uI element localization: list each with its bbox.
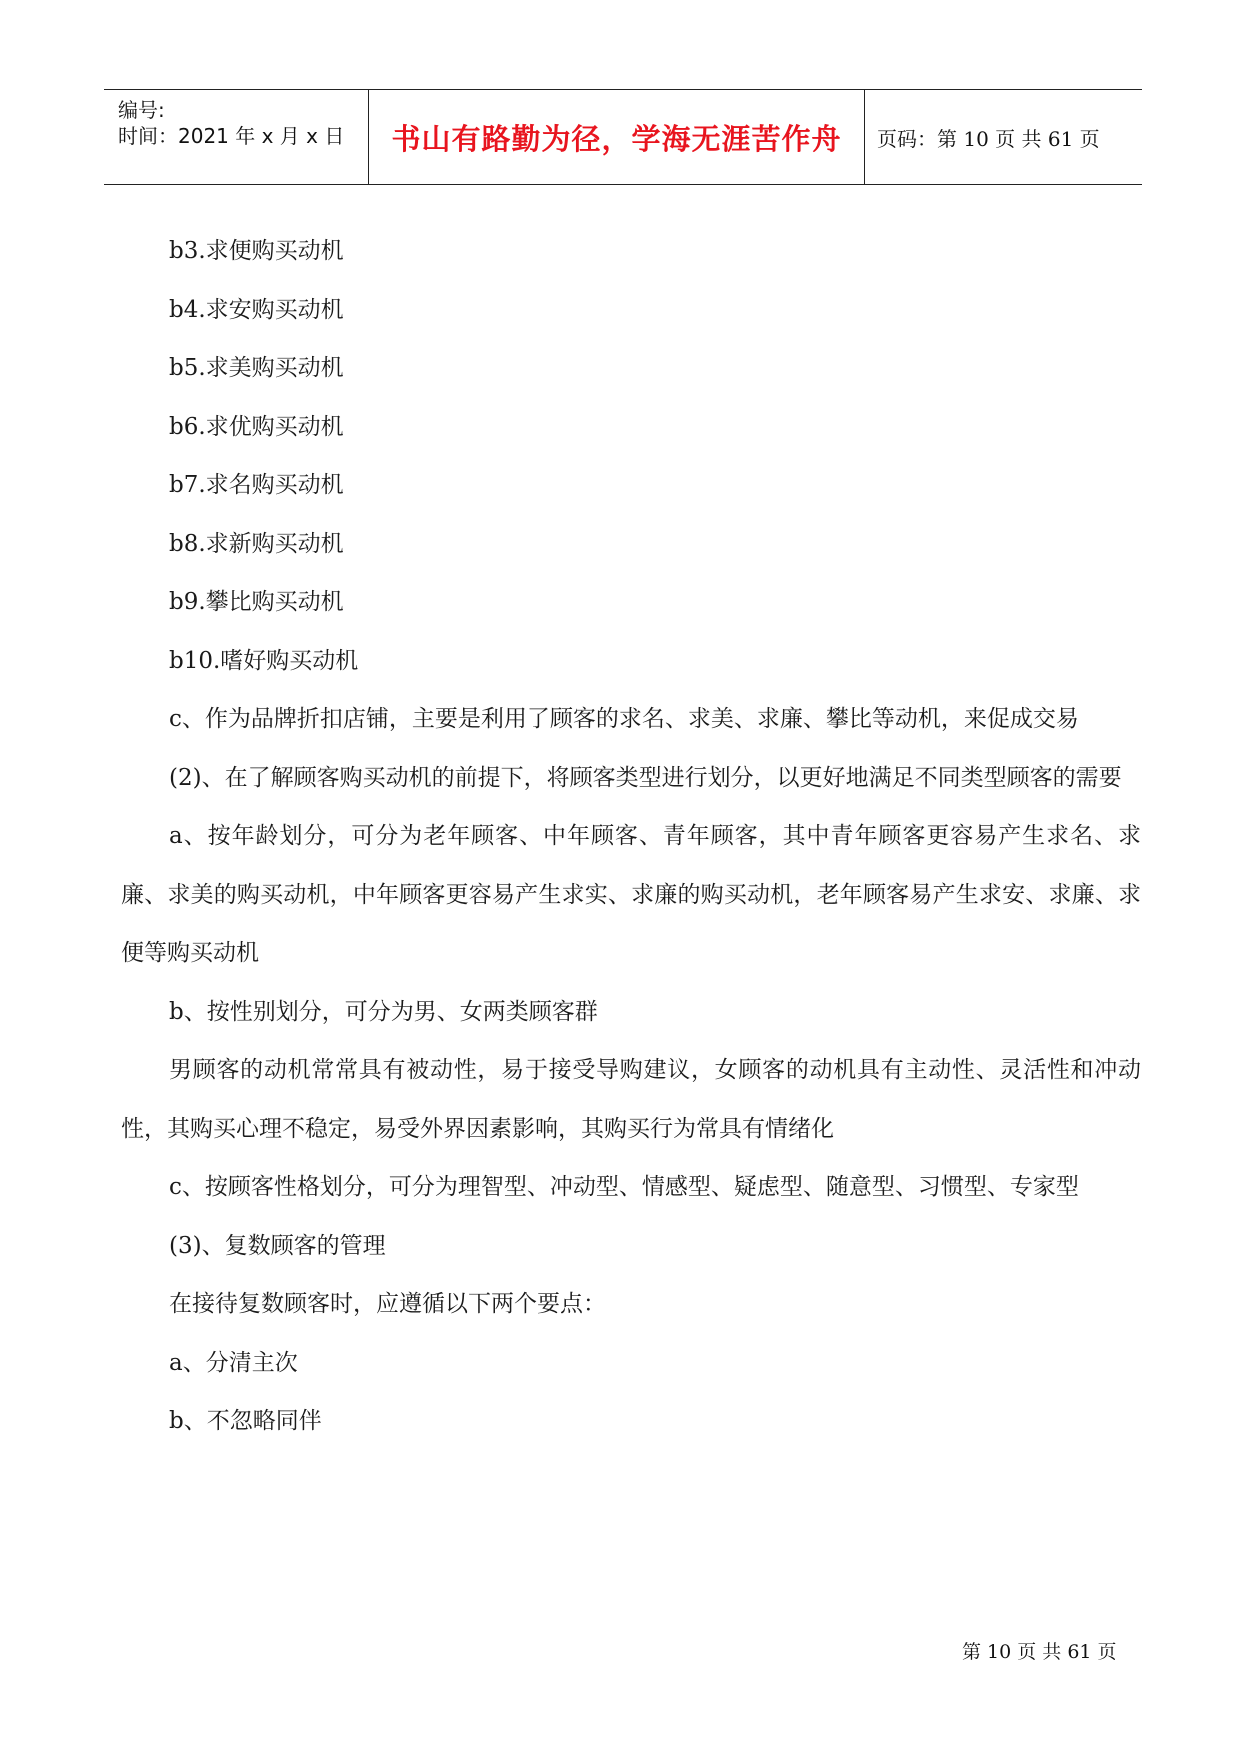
- document-time-label: 时间：2021 年 x 月 x 日: [118, 124, 345, 148]
- list-item: b3.求便购买动机: [169, 238, 344, 264]
- point-item: b、不忽略同伴: [169, 1408, 322, 1434]
- list-item: b9.攀比购买动机: [169, 589, 344, 615]
- point-item: a、分清主次: [169, 1349, 298, 1376]
- page-footer: 第 10 页 共 61 页: [962, 1641, 1117, 1663]
- header-motto-cell: [369, 90, 865, 184]
- list-item: b5.求美购买动机: [169, 355, 344, 381]
- paragraph-age-division: a、按年龄划分，可分为老年顾客、中年顾客、青年顾客，其中青年顾客更容易产生求名、求廉、求美的购买动机，中年顾客更容易产生求实、求廉的购买动机，老年顾客易产生求安、求廉、求便等购买动机: [121, 823, 1141, 966]
- list-item: b6.求优购买动机: [169, 413, 344, 440]
- paragraph-gender-division: b、按性别划分，可分为男、女两类顾客群: [169, 998, 598, 1025]
- page-header: [104, 89, 1142, 185]
- paragraph-two-points: 在接待复数顾客时，应遵循以下两个要点：: [169, 1291, 606, 1317]
- header-meta-cell: [104, 90, 369, 184]
- document-number-label: 编号:: [118, 98, 165, 122]
- list-item: b4.求安购买动机: [169, 296, 344, 323]
- document-body: [121, 222, 1141, 1451]
- paragraph-multiple-customers: (3)、复数顾客的管理: [169, 1232, 386, 1259]
- paragraph-brand-discount: c、作为品牌折扣店铺，主要是利用了顾客的求名、求美、求廉、攀比等动机，来促成交易: [169, 706, 1079, 732]
- header-page-info: 页码：第 10 页 共 61 页: [877, 126, 1100, 151]
- paragraph-gender-motives: 男顾客的动机常常具有被动性，易于接受导购建议，女顾客的动机具有主动性、灵活性和冲动性，其购买心理不稳定，易受外界因素影响，其购买行为常具有情绪化: [121, 1057, 1141, 1142]
- header-motto: 书山有路勤为径，学海无涯苦作舟: [391, 121, 842, 156]
- list-item: b10.嗜好购买动机: [169, 647, 359, 674]
- list-item: b7.求名购买动机: [169, 472, 344, 498]
- header-page-cell: [865, 90, 1142, 184]
- list-item: b8.求新购买动机: [169, 530, 344, 557]
- paragraph-personality-division: c、按顾客性格划分，可分为理智型、冲动型、情感型、疑虑型、随意型、习惯型、专家型: [169, 1174, 1079, 1200]
- paragraph-customer-types: (2)、在了解顾客购买动机的前提下，将顾客类型进行划分，以更好地满足不同类型顾客的需要: [169, 764, 1122, 791]
